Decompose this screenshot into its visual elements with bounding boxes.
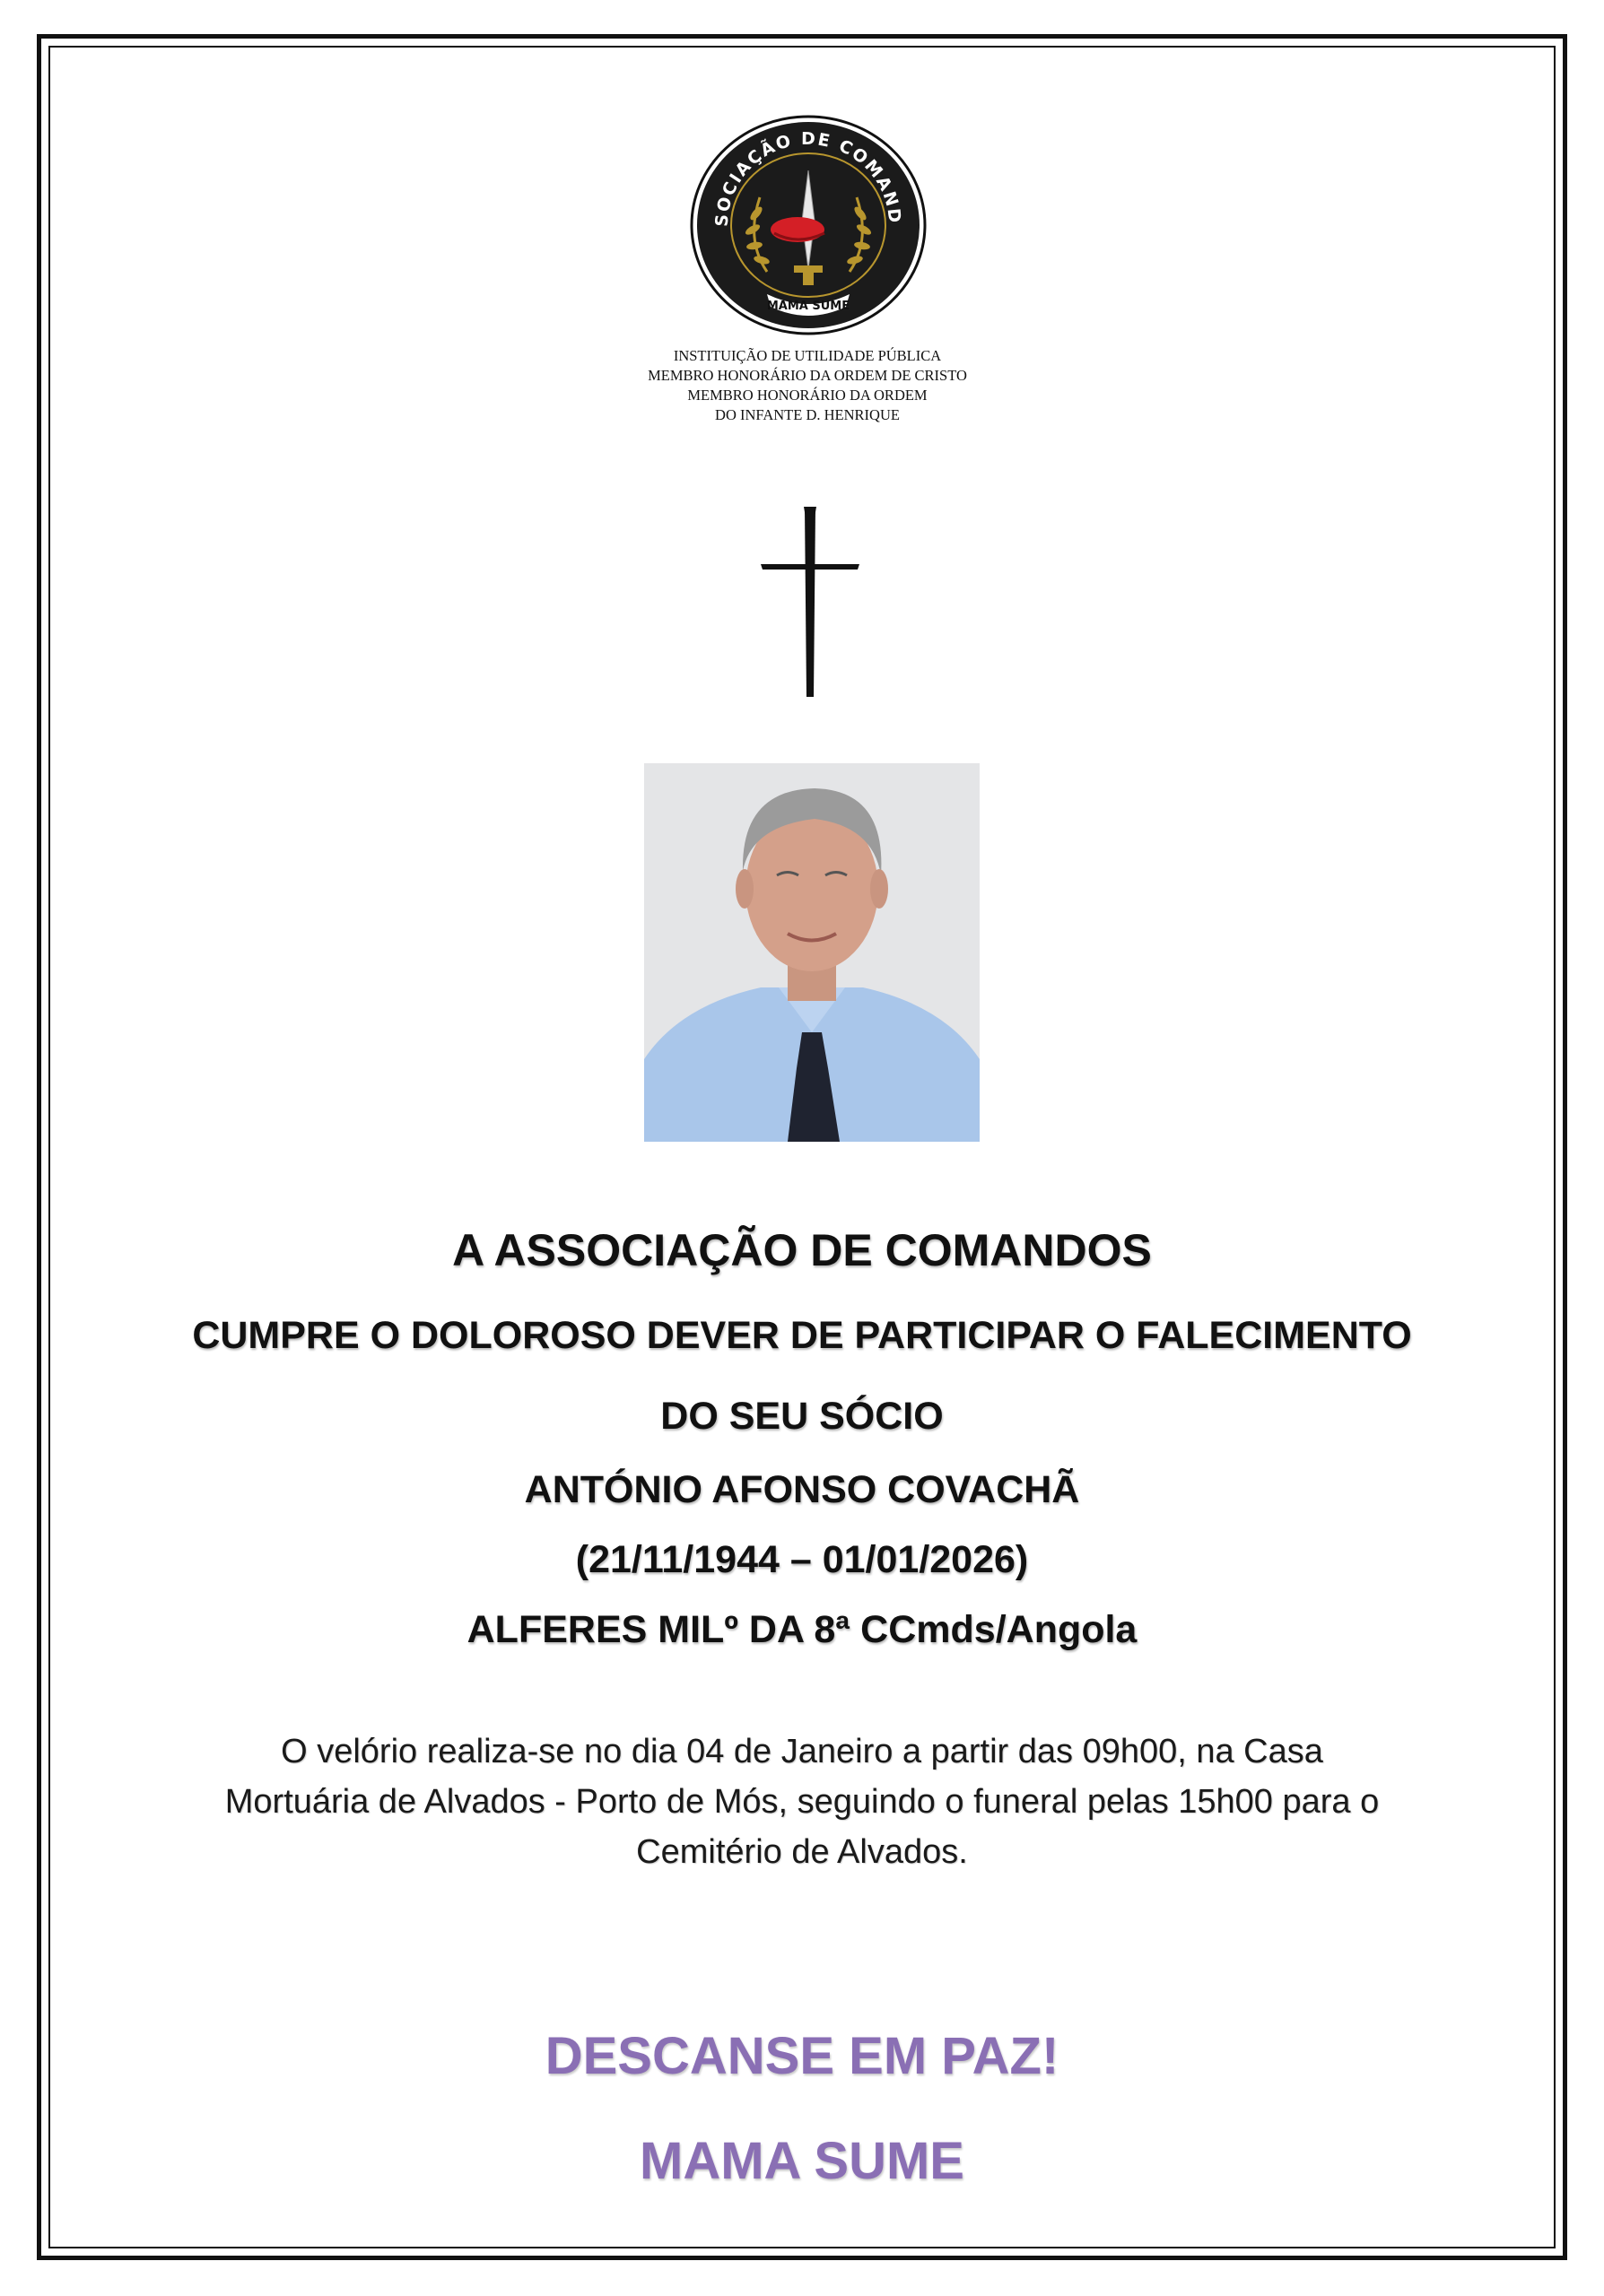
association-emblem [690, 115, 927, 335]
institution-credentials [538, 346, 1077, 425]
emblem-ring-text-bottom: MAMA SUME [766, 300, 850, 313]
life-dates: (21/11/1944 – 01/01/2026) [575, 1538, 1029, 1581]
latin-cross-icon [761, 507, 859, 700]
funeral-line: Cemitério de Alvados. [636, 1833, 968, 1871]
emblem-ring-text-top: SOCIAÇÃO DE COMAND [711, 128, 905, 228]
institution-line: DO INFANTE D. HENRIQUE [715, 406, 900, 423]
institution-line: MEMBRO HONORÁRIO DA ORDEM DE CRISTO [648, 367, 967, 384]
rest-in-peace: DESCANSE EM PAZ! [545, 2027, 1059, 2085]
funeral-line: O velório realiza-se no dia 04 de Janeiro a partir das 09h00, na Casa [281, 1733, 1323, 1770]
funeral-line: Mortuária de Alvados - Porto de Mós, seguindo o funeral pelas 15h00 para o [224, 1783, 1380, 1821]
portrait-photo [644, 763, 980, 1142]
announcement-line: DO SEU SÓCIO [660, 1395, 944, 1438]
institution-line: INSTITUIÇÃO DE UTILIDADE PÚBLICA [673, 347, 942, 364]
institution-line: MEMBRO HONORÁRIO DA ORDEM [687, 387, 928, 404]
emblem-seal [690, 115, 927, 335]
announcement-heading: A ASSOCIAÇÃO DE COMANDOS [452, 1225, 1152, 1275]
deceased-name: ANTÓNIO AFONSO COVACHÃ [524, 1468, 1080, 1511]
funeral-details [99, 1726, 1505, 1877]
military-rank: ALFERES MILº DA 8ª CCmds/Angola [466, 1608, 1138, 1651]
announcement-line: CUMPRE O DOLOROSO DEVER DE PARTICIPAR O FALECIMENTO [192, 1314, 1412, 1357]
motto: MAMA SUME [640, 2132, 964, 2190]
